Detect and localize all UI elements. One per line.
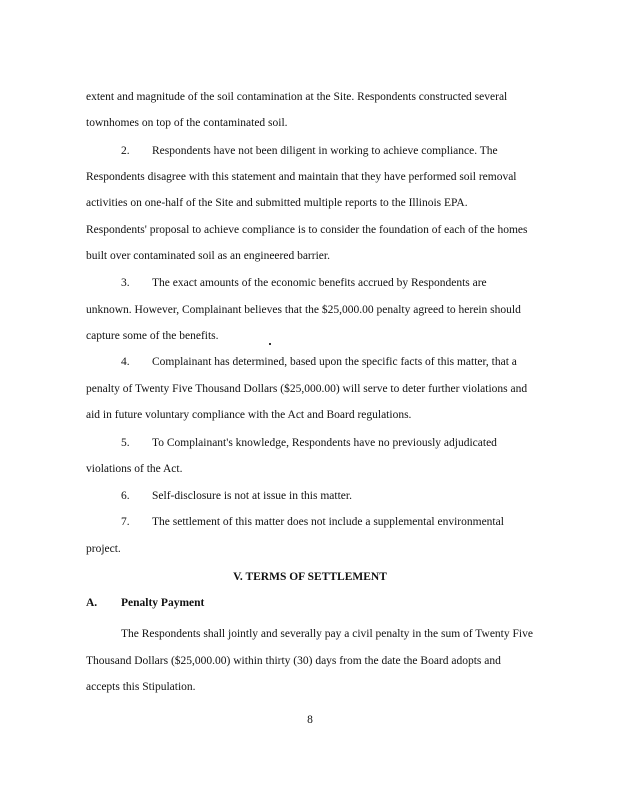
para5-line-2: violations of the Act. <box>86 463 183 475</box>
para2-line-2: Respondents disagree with this statement and maintain that they have performed soil removal <box>86 171 517 183</box>
subsection-title: Penalty Payment <box>121 597 205 609</box>
paragraph-number-6: 6. <box>121 490 130 502</box>
scan-speck <box>269 343 271 345</box>
para3-line-1: The exact amounts of the economic benefits accrued by Respondents are <box>152 277 487 289</box>
intro-line-2: townhomes on top of the contaminated soil. <box>86 117 288 129</box>
para4-line-3: aid in future voluntary compliance with the Act and Board regulations. <box>86 409 412 421</box>
paragraph-number-7: 7. <box>121 516 130 528</box>
para2-line-3: activities on one-half of the Site and submitted multiple reports to the Illinois EPA. <box>86 197 468 209</box>
section-title: V. TERMS OF SETTLEMENT <box>233 571 387 583</box>
penalty-line-2: Thousand Dollars ($25,000.00) within thirty (30) days from the date the Board adopts and <box>86 655 501 667</box>
penalty-line-1: The Respondents shall jointly and severally pay a civil penalty in the sum of Twenty Five <box>121 628 533 640</box>
subsection-letter: A. <box>86 597 98 609</box>
para6-line-1: Self-disclosure is not at issue in this matter. <box>152 490 352 502</box>
paragraph-number-5: 5. <box>121 437 130 449</box>
para4-line-2: penalty of Twenty Five Thousand Dollars ($25,000.00) will serve to deter further violations and <box>86 383 528 395</box>
para3-line-2: unknown. However, Complainant believes that the $25,000.00 penalty agreed to herein should <box>86 304 521 316</box>
para3-line-3: capture some of the benefits. <box>86 330 219 342</box>
para2-line-5: built over contaminated soil as an engineered barrier. <box>86 250 330 262</box>
page-number: 8 <box>307 714 313 726</box>
para5-line-1: To Complainant's knowledge, Respondents have no previously adjudicated <box>152 437 497 449</box>
penalty-line-3: accepts this Stipulation. <box>86 681 196 693</box>
para7-line-1: The settlement of this matter does not include a supplemental environmental <box>152 516 504 528</box>
para2-line-4: Respondents' proposal to achieve compliance is to consider the foundation of each of the homes <box>86 224 528 236</box>
intro-line-1: extent and magnitude of the soil contamination at the Site. Respondents constructed several <box>86 91 508 103</box>
para7-line-2: project. <box>86 543 121 555</box>
para4-line-1: Complainant has determined, based upon the specific facts of this matter, that a <box>152 356 517 368</box>
paragraph-number-4: 4. <box>121 356 130 368</box>
paragraph-number-3: 3. <box>121 277 130 289</box>
para2-line-1: Respondents have not been diligent in working to achieve compliance. The <box>152 145 498 157</box>
paragraph-number-2: 2. <box>121 145 130 157</box>
